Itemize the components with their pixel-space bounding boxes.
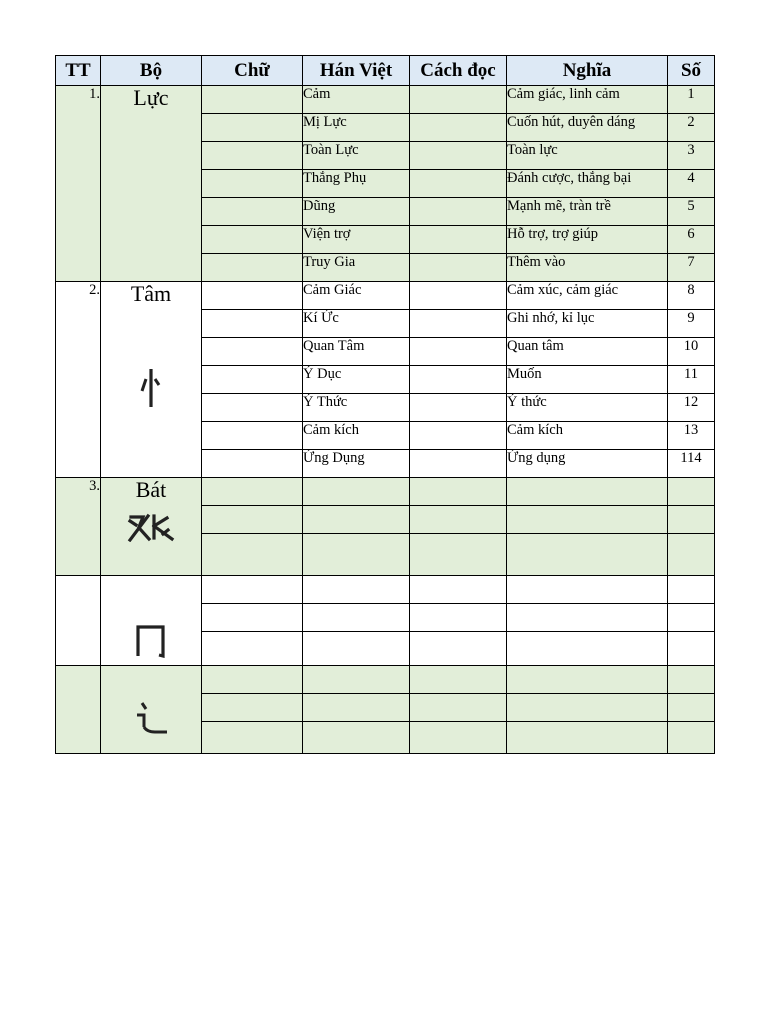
cach-doc-cell bbox=[410, 576, 507, 604]
cach-doc-cell bbox=[410, 422, 507, 450]
cach-doc-cell bbox=[410, 506, 507, 534]
so-cell bbox=[668, 506, 715, 534]
cach-doc-cell bbox=[410, 722, 507, 754]
so-cell bbox=[668, 576, 715, 604]
cach-doc-cell bbox=[410, 694, 507, 722]
cach-doc-cell bbox=[410, 394, 507, 422]
table-row bbox=[56, 86, 715, 114]
nghia-cell: Muốn bbox=[507, 366, 668, 394]
so-cell bbox=[668, 478, 715, 506]
chu-cell bbox=[202, 198, 303, 226]
han-viet-cell: Ý Thức bbox=[303, 394, 410, 422]
han-viet-cell: Cảm kích bbox=[303, 422, 410, 450]
han-viet-cell: Thắng Phụ bbox=[303, 170, 410, 198]
chu-cell bbox=[202, 86, 303, 114]
cach-doc-cell bbox=[410, 142, 507, 170]
table-row bbox=[56, 478, 715, 506]
han-viet-cell bbox=[303, 632, 410, 666]
chu-cell bbox=[202, 170, 303, 198]
cach-doc-cell bbox=[410, 310, 507, 338]
nghia-cell: Hỗ trợ, trợ giúp bbox=[507, 226, 668, 254]
header-nghia: Nghĩa bbox=[507, 56, 668, 86]
chu-cell bbox=[202, 604, 303, 632]
chu-cell bbox=[202, 450, 303, 478]
so-cell: 114 bbox=[668, 450, 715, 478]
han-viet-cell: Truy Gia bbox=[303, 254, 410, 282]
cach-doc-cell bbox=[410, 338, 507, 366]
nghia-cell: Đánh cược, thắng bại bbox=[507, 170, 668, 198]
nghia-cell: Mạnh mẽ, tràn trề bbox=[507, 198, 668, 226]
radical-name: Bát bbox=[135, 477, 167, 502]
so-cell: 1 bbox=[668, 86, 715, 114]
so-cell bbox=[668, 694, 715, 722]
nghia-cell: Toàn lực bbox=[507, 142, 668, 170]
quynh-radical-icon bbox=[134, 624, 168, 658]
nghia-cell: Quan tâm bbox=[507, 338, 668, 366]
cach-doc-cell bbox=[410, 478, 507, 506]
cach-doc-cell bbox=[410, 86, 507, 114]
chu-cell bbox=[202, 338, 303, 366]
nghia-cell: Cuốn hút, duyên dáng bbox=[507, 114, 668, 142]
group-number: 3. bbox=[56, 478, 101, 576]
header-tt: TT bbox=[56, 56, 101, 86]
nghia-cell: Ghi nhớ, kỉ lục bbox=[507, 310, 668, 338]
group-number bbox=[56, 666, 101, 754]
so-cell bbox=[668, 722, 715, 754]
so-cell: 8 bbox=[668, 282, 715, 310]
nghia-cell: Ý thức bbox=[507, 394, 668, 422]
han-viet-cell bbox=[303, 604, 410, 632]
chu-cell bbox=[202, 666, 303, 694]
han-viet-cell bbox=[303, 506, 410, 534]
nghia-cell: Cảm giác, linh cảm bbox=[507, 86, 668, 114]
cach-doc-cell bbox=[410, 254, 507, 282]
han-viet-cell bbox=[303, 534, 410, 576]
han-viet-cell: Toàn Lực bbox=[303, 142, 410, 170]
chu-cell bbox=[202, 576, 303, 604]
han-viet-cell: Kí Ức bbox=[303, 310, 410, 338]
so-cell: 3 bbox=[668, 142, 715, 170]
chu-cell bbox=[202, 310, 303, 338]
nghia-cell bbox=[507, 666, 668, 694]
so-cell: 10 bbox=[668, 338, 715, 366]
han-viet-cell: Cảm Giác bbox=[303, 282, 410, 310]
cach-doc-cell bbox=[410, 114, 507, 142]
chu-cell bbox=[202, 632, 303, 666]
chu-cell bbox=[202, 534, 303, 576]
so-cell: 2 bbox=[668, 114, 715, 142]
cach-doc-cell bbox=[410, 534, 507, 576]
nghia-cell bbox=[507, 694, 668, 722]
header-cach-doc: Cách đọc bbox=[410, 56, 507, 86]
so-cell: 12 bbox=[668, 394, 715, 422]
header-row bbox=[56, 56, 715, 86]
header-han-viet: Hán Việt bbox=[303, 56, 410, 86]
cach-doc-cell bbox=[410, 226, 507, 254]
han-viet-cell: Ý Dục bbox=[303, 366, 410, 394]
header-bo: Bộ bbox=[101, 56, 202, 86]
nghia-cell bbox=[507, 534, 668, 576]
so-cell: 7 bbox=[668, 254, 715, 282]
radical-cell bbox=[101, 282, 202, 478]
group-number: 2. bbox=[56, 282, 101, 478]
nghia-cell bbox=[507, 722, 668, 754]
han-viet-cell bbox=[303, 722, 410, 754]
han-viet-cell: Cảm bbox=[303, 86, 410, 114]
heart-radical-icon bbox=[138, 368, 164, 408]
nghia-cell: Ứng dụng bbox=[507, 450, 668, 478]
so-cell: 9 bbox=[668, 310, 715, 338]
cach-doc-cell bbox=[410, 604, 507, 632]
radical-cell bbox=[101, 666, 202, 754]
han-viet-cell: Quan Tâm bbox=[303, 338, 410, 366]
table-row bbox=[56, 666, 715, 694]
radical-cell bbox=[101, 576, 202, 666]
nghia-cell bbox=[507, 604, 668, 632]
cach-doc-cell bbox=[410, 198, 507, 226]
suoc-radical-icon bbox=[133, 700, 169, 736]
vocabulary-table bbox=[55, 55, 715, 754]
table-row bbox=[56, 576, 715, 604]
nghia-cell: Cảm kích bbox=[507, 422, 668, 450]
so-cell: 5 bbox=[668, 198, 715, 226]
han-viet-cell: Viện trợ bbox=[303, 226, 410, 254]
so-cell bbox=[668, 666, 715, 694]
chu-cell bbox=[202, 142, 303, 170]
han-viet-cell bbox=[303, 694, 410, 722]
nghia-cell bbox=[507, 576, 668, 604]
chu-cell bbox=[202, 694, 303, 722]
nghia-cell: Cảm xúc, cảm giác bbox=[507, 282, 668, 310]
cach-doc-cell bbox=[410, 282, 507, 310]
radical-name: Tâm bbox=[130, 281, 172, 306]
bat-radical-icon bbox=[127, 512, 175, 542]
chu-cell bbox=[202, 282, 303, 310]
han-viet-cell bbox=[303, 666, 410, 694]
han-viet-cell bbox=[303, 576, 410, 604]
so-cell: 6 bbox=[668, 226, 715, 254]
cach-doc-cell bbox=[410, 666, 507, 694]
chu-cell bbox=[202, 114, 303, 142]
nghia-cell bbox=[507, 478, 668, 506]
chu-cell bbox=[202, 478, 303, 506]
group-number: 1. bbox=[56, 86, 101, 282]
chu-cell bbox=[202, 422, 303, 450]
cach-doc-cell bbox=[410, 366, 507, 394]
so-cell: 11 bbox=[668, 366, 715, 394]
so-cell bbox=[668, 632, 715, 666]
so-cell bbox=[668, 534, 715, 576]
cach-doc-cell bbox=[410, 450, 507, 478]
radical-cell bbox=[101, 478, 202, 576]
group-number bbox=[56, 576, 101, 666]
chu-cell bbox=[202, 722, 303, 754]
han-viet-cell: Ứng Dụng bbox=[303, 450, 410, 478]
header-so: Số bbox=[668, 56, 715, 86]
chu-cell bbox=[202, 506, 303, 534]
header-chu: Chữ bbox=[202, 56, 303, 86]
cach-doc-cell bbox=[410, 170, 507, 198]
chu-cell bbox=[202, 366, 303, 394]
nghia-cell bbox=[507, 632, 668, 666]
radical-cell bbox=[101, 86, 202, 282]
nghia-cell bbox=[507, 506, 668, 534]
han-viet-cell: Mị Lực bbox=[303, 114, 410, 142]
radical-name: Lực bbox=[133, 85, 169, 110]
cach-doc-cell bbox=[410, 632, 507, 666]
chu-cell bbox=[202, 226, 303, 254]
so-cell: 13 bbox=[668, 422, 715, 450]
han-viet-cell bbox=[303, 478, 410, 506]
so-cell bbox=[668, 604, 715, 632]
table-row bbox=[56, 282, 715, 310]
nghia-cell: Thêm vào bbox=[507, 254, 668, 282]
chu-cell bbox=[202, 394, 303, 422]
so-cell: 4 bbox=[668, 170, 715, 198]
chu-cell bbox=[202, 254, 303, 282]
han-viet-cell: Dũng bbox=[303, 198, 410, 226]
